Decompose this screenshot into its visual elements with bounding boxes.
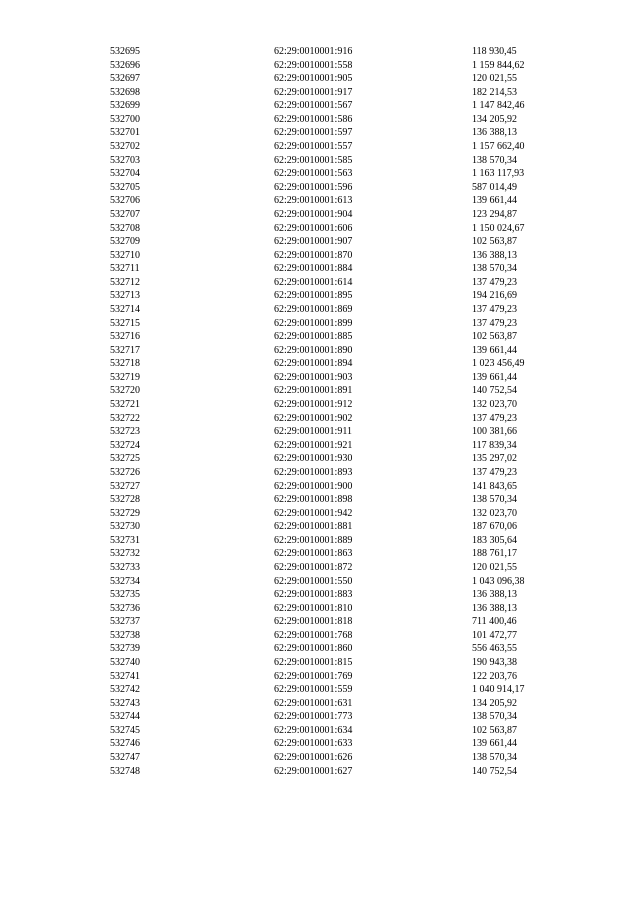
value-cell: 137 479,23 bbox=[472, 276, 517, 288]
cadastral-number-cell: 62:29:0010001:869 bbox=[274, 303, 353, 315]
cadastral-number-cell: 62:29:0010001:586 bbox=[274, 113, 353, 125]
record-number-cell: 532734 bbox=[110, 575, 140, 587]
cadastral-number-cell: 62:29:0010001:768 bbox=[274, 629, 353, 641]
cadastral-number-cell: 62:29:0010001:900 bbox=[274, 480, 353, 492]
value-cell: 137 479,23 bbox=[472, 412, 517, 424]
cadastral-number-cell: 62:29:0010001:863 bbox=[274, 548, 353, 560]
record-number-cell: 532720 bbox=[110, 385, 140, 397]
record-number-cell: 532703 bbox=[110, 154, 140, 166]
record-number-cell: 532726 bbox=[110, 466, 140, 478]
record-number-cell: 532711 bbox=[110, 263, 140, 275]
value-cell: 118 930,45 bbox=[472, 46, 517, 57]
table-row bbox=[0, 371, 640, 385]
cadastral-number-cell: 62:29:0010001:818 bbox=[274, 616, 353, 628]
cadastral-number-cell: 62:29:0010001:942 bbox=[274, 507, 353, 519]
cadastral-number-cell: 62:29:0010001:889 bbox=[274, 534, 353, 546]
record-number-cell: 532739 bbox=[110, 643, 140, 655]
table-row bbox=[0, 167, 640, 181]
record-number-cell: 532702 bbox=[110, 141, 140, 153]
cadastral-number-cell: 62:29:0010001:898 bbox=[274, 494, 353, 506]
value-cell: 182 214,53 bbox=[472, 86, 517, 98]
table-row bbox=[0, 303, 640, 317]
value-cell: 188 761,17 bbox=[472, 548, 517, 560]
record-number-cell: 532698 bbox=[110, 86, 140, 98]
data-table bbox=[0, 45, 640, 778]
record-number-cell: 532747 bbox=[110, 752, 140, 764]
table-row bbox=[0, 670, 640, 684]
table-row bbox=[0, 222, 640, 236]
table-row bbox=[0, 99, 640, 113]
record-number-cell: 532729 bbox=[110, 507, 140, 519]
value-cell: 187 670,06 bbox=[472, 521, 517, 533]
value-cell: 101 472,77 bbox=[472, 629, 517, 641]
record-number-cell: 532743 bbox=[110, 697, 140, 709]
table-row bbox=[0, 642, 640, 656]
value-cell: 100 381,66 bbox=[472, 426, 517, 438]
cadastral-number-cell: 62:29:0010001:596 bbox=[274, 181, 353, 193]
cadastral-number-cell: 62:29:0010001:558 bbox=[274, 59, 353, 71]
table-row bbox=[0, 412, 640, 426]
cadastral-number-cell: 62:29:0010001:902 bbox=[274, 412, 353, 424]
cadastral-number-cell: 62:29:0010001:870 bbox=[274, 249, 353, 261]
record-number-cell: 532709 bbox=[110, 236, 140, 248]
value-cell: 556 463,55 bbox=[472, 643, 517, 655]
table-row bbox=[0, 507, 640, 521]
value-cell: 137 479,23 bbox=[472, 466, 517, 478]
record-number-cell: 532725 bbox=[110, 453, 140, 465]
value-cell: 136 388,13 bbox=[472, 127, 517, 139]
table-row bbox=[0, 452, 640, 466]
record-number-cell: 532717 bbox=[110, 344, 140, 356]
table-row bbox=[0, 425, 640, 439]
cadastral-number-cell: 62:29:0010001:626 bbox=[274, 752, 353, 764]
value-cell: 190 943,38 bbox=[472, 657, 517, 669]
cadastral-number-cell: 62:29:0010001:917 bbox=[274, 86, 353, 98]
cadastral-number-cell: 62:29:0010001:916 bbox=[274, 46, 353, 57]
value-cell: 122 203,76 bbox=[472, 670, 517, 682]
value-cell: 1 040 914,17 bbox=[472, 684, 525, 696]
value-cell: 134 205,92 bbox=[472, 113, 517, 125]
value-cell: 102 563,87 bbox=[472, 236, 517, 248]
cadastral-number-cell: 62:29:0010001:815 bbox=[274, 657, 353, 669]
table-row bbox=[0, 113, 640, 127]
table-row bbox=[0, 289, 640, 303]
table-row bbox=[0, 534, 640, 548]
value-cell: 139 661,44 bbox=[472, 195, 517, 207]
record-number-cell: 532741 bbox=[110, 670, 140, 682]
value-cell: 132 023,70 bbox=[472, 507, 517, 519]
record-number-cell: 532714 bbox=[110, 303, 140, 315]
value-cell: 139 661,44 bbox=[472, 738, 517, 750]
table-row bbox=[0, 710, 640, 724]
cadastral-number-cell: 62:29:0010001:883 bbox=[274, 589, 353, 601]
record-number-cell: 532712 bbox=[110, 276, 140, 288]
cadastral-number-cell: 62:29:0010001:559 bbox=[274, 684, 353, 696]
record-number-cell: 532719 bbox=[110, 371, 140, 383]
table-row bbox=[0, 262, 640, 276]
cadastral-number-cell: 62:29:0010001:907 bbox=[274, 236, 353, 248]
table-row bbox=[0, 656, 640, 670]
table-row bbox=[0, 317, 640, 331]
table-row bbox=[0, 357, 640, 371]
record-number-cell: 532695 bbox=[110, 46, 140, 57]
cadastral-number-cell: 62:29:0010001:930 bbox=[274, 453, 353, 465]
table-row bbox=[0, 45, 640, 59]
record-number-cell: 532718 bbox=[110, 358, 140, 370]
cadastral-number-cell: 62:29:0010001:634 bbox=[274, 724, 353, 736]
table-row bbox=[0, 72, 640, 86]
table-row bbox=[0, 330, 640, 344]
value-cell: 136 388,13 bbox=[472, 249, 517, 261]
table-row bbox=[0, 751, 640, 765]
table-row bbox=[0, 398, 640, 412]
cadastral-number-cell: 62:29:0010001:911 bbox=[274, 426, 352, 438]
value-cell: 139 661,44 bbox=[472, 344, 517, 356]
value-cell: 1 023 456,49 bbox=[472, 358, 525, 370]
table-row bbox=[0, 697, 640, 711]
value-cell: 138 570,34 bbox=[472, 494, 517, 506]
table-row bbox=[0, 588, 640, 602]
record-number-cell: 532748 bbox=[110, 765, 140, 777]
cadastral-number-cell: 62:29:0010001:769 bbox=[274, 670, 353, 682]
value-cell: 120 021,55 bbox=[472, 73, 517, 85]
cadastral-number-cell: 62:29:0010001:905 bbox=[274, 73, 353, 85]
value-cell: 1 159 844,62 bbox=[472, 59, 525, 71]
cadastral-number-cell: 62:29:0010001:606 bbox=[274, 222, 353, 234]
cadastral-number-cell: 62:29:0010001:773 bbox=[274, 711, 353, 723]
cadastral-number-cell: 62:29:0010001:597 bbox=[274, 127, 353, 139]
cadastral-number-cell: 62:29:0010001:895 bbox=[274, 290, 353, 302]
value-cell: 1 147 842,46 bbox=[472, 100, 525, 112]
value-cell: 136 388,13 bbox=[472, 589, 517, 601]
cadastral-number-cell: 62:29:0010001:585 bbox=[274, 154, 353, 166]
cadastral-number-cell: 62:29:0010001:903 bbox=[274, 371, 353, 383]
cadastral-number-cell: 62:29:0010001:912 bbox=[274, 399, 353, 411]
cadastral-number-cell: 62:29:0010001:894 bbox=[274, 358, 353, 370]
record-number-cell: 532713 bbox=[110, 290, 140, 302]
value-cell: 1 150 024,67 bbox=[472, 222, 525, 234]
value-cell: 136 388,13 bbox=[472, 602, 517, 614]
record-number-cell: 532740 bbox=[110, 657, 140, 669]
cadastral-number-cell: 62:29:0010001:810 bbox=[274, 602, 353, 614]
record-number-cell: 532735 bbox=[110, 589, 140, 601]
value-cell: 711 400,46 bbox=[472, 616, 517, 628]
cadastral-number-cell: 62:29:0010001:881 bbox=[274, 521, 353, 533]
table-row bbox=[0, 344, 640, 358]
table-row bbox=[0, 86, 640, 100]
table-row bbox=[0, 480, 640, 494]
table-row bbox=[0, 520, 640, 534]
table-row bbox=[0, 276, 640, 290]
cadastral-number-cell: 62:29:0010001:614 bbox=[274, 276, 353, 288]
record-number-cell: 532715 bbox=[110, 317, 140, 329]
value-cell: 120 021,55 bbox=[472, 561, 517, 573]
record-number-cell: 532738 bbox=[110, 629, 140, 641]
value-cell: 1 163 117,93 bbox=[472, 168, 525, 180]
table-row bbox=[0, 561, 640, 575]
value-cell: 117 839,34 bbox=[472, 439, 517, 451]
table-row bbox=[0, 629, 640, 643]
value-cell: 138 570,34 bbox=[472, 263, 517, 275]
record-number-cell: 532732 bbox=[110, 548, 140, 560]
record-number-cell: 532699 bbox=[110, 100, 140, 112]
table-row bbox=[0, 384, 640, 398]
table-row bbox=[0, 737, 640, 751]
value-cell: 135 297,02 bbox=[472, 453, 517, 465]
table-row bbox=[0, 194, 640, 208]
table-row bbox=[0, 249, 640, 263]
record-number-cell: 532705 bbox=[110, 181, 140, 193]
record-number-cell: 532704 bbox=[110, 168, 140, 180]
record-number-cell: 532724 bbox=[110, 439, 140, 451]
value-cell: 102 563,87 bbox=[472, 724, 517, 736]
value-cell: 140 752,54 bbox=[472, 385, 517, 397]
record-number-cell: 532731 bbox=[110, 534, 140, 546]
cadastral-number-cell: 62:29:0010001:613 bbox=[274, 195, 353, 207]
table-row bbox=[0, 615, 640, 629]
value-cell: 138 570,34 bbox=[472, 752, 517, 764]
record-number-cell: 532710 bbox=[110, 249, 140, 261]
cadastral-number-cell: 62:29:0010001:627 bbox=[274, 765, 353, 777]
value-cell: 137 479,23 bbox=[472, 303, 517, 315]
cadastral-number-cell: 62:29:0010001:872 bbox=[274, 561, 353, 573]
record-number-cell: 532742 bbox=[110, 684, 140, 696]
table-row bbox=[0, 493, 640, 507]
record-number-cell: 532707 bbox=[110, 208, 140, 220]
table-row bbox=[0, 765, 640, 779]
value-cell: 132 023,70 bbox=[472, 399, 517, 411]
cadastral-number-cell: 62:29:0010001:891 bbox=[274, 385, 353, 397]
cadastral-number-cell: 62:29:0010001:633 bbox=[274, 738, 353, 750]
table-row bbox=[0, 466, 640, 480]
value-cell: 123 294,87 bbox=[472, 208, 517, 220]
cadastral-number-cell: 62:29:0010001:557 bbox=[274, 141, 353, 153]
record-number-cell: 532697 bbox=[110, 73, 140, 85]
table-row bbox=[0, 59, 640, 73]
value-cell: 140 752,54 bbox=[472, 765, 517, 777]
record-number-cell: 532728 bbox=[110, 494, 140, 506]
table-row bbox=[0, 683, 640, 697]
value-cell: 138 570,34 bbox=[472, 154, 517, 166]
cadastral-number-cell: 62:29:0010001:885 bbox=[274, 331, 353, 343]
value-cell: 138 570,34 bbox=[472, 711, 517, 723]
table-row bbox=[0, 181, 640, 195]
value-cell: 102 563,87 bbox=[472, 331, 517, 343]
cadastral-number-cell: 62:29:0010001:631 bbox=[274, 697, 353, 709]
record-number-cell: 532723 bbox=[110, 426, 140, 438]
cadastral-number-cell: 62:29:0010001:904 bbox=[274, 208, 353, 220]
value-cell: 1 043 096,38 bbox=[472, 575, 525, 587]
cadastral-number-cell: 62:29:0010001:563 bbox=[274, 168, 353, 180]
record-number-cell: 532744 bbox=[110, 711, 140, 723]
record-number-cell: 532721 bbox=[110, 399, 140, 411]
record-number-cell: 532701 bbox=[110, 127, 140, 139]
value-cell: 134 205,92 bbox=[472, 697, 517, 709]
table-row bbox=[0, 602, 640, 616]
table-row bbox=[0, 126, 640, 140]
value-cell: 183 305,64 bbox=[472, 534, 517, 546]
record-number-cell: 532708 bbox=[110, 222, 140, 234]
value-cell: 1 157 662,40 bbox=[472, 141, 525, 153]
cadastral-number-cell: 62:29:0010001:884 bbox=[274, 263, 353, 275]
table-row bbox=[0, 439, 640, 453]
record-number-cell: 532727 bbox=[110, 480, 140, 492]
value-cell: 141 843,65 bbox=[472, 480, 517, 492]
table-row bbox=[0, 547, 640, 561]
record-number-cell: 532746 bbox=[110, 738, 140, 750]
record-number-cell: 532745 bbox=[110, 724, 140, 736]
cadastral-number-cell: 62:29:0010001:567 bbox=[274, 100, 353, 112]
record-number-cell: 532696 bbox=[110, 59, 140, 71]
table-row bbox=[0, 575, 640, 589]
value-cell: 587 014,49 bbox=[472, 181, 517, 193]
table-row bbox=[0, 235, 640, 249]
table-row bbox=[0, 208, 640, 222]
record-number-cell: 532733 bbox=[110, 561, 140, 573]
value-cell: 139 661,44 bbox=[472, 371, 517, 383]
record-number-cell: 532737 bbox=[110, 616, 140, 628]
record-number-cell: 532722 bbox=[110, 412, 140, 424]
table-row bbox=[0, 140, 640, 154]
cadastral-number-cell: 62:29:0010001:860 bbox=[274, 643, 353, 655]
record-number-cell: 532716 bbox=[110, 331, 140, 343]
table-row bbox=[0, 724, 640, 738]
table-row bbox=[0, 154, 640, 168]
cadastral-number-cell: 62:29:0010001:921 bbox=[274, 439, 353, 451]
cadastral-number-cell: 62:29:0010001:550 bbox=[274, 575, 353, 587]
cadastral-number-cell: 62:29:0010001:893 bbox=[274, 466, 353, 478]
record-number-cell: 532706 bbox=[110, 195, 140, 207]
cadastral-number-cell: 62:29:0010001:890 bbox=[274, 344, 353, 356]
value-cell: 137 479,23 bbox=[472, 317, 517, 329]
value-cell: 194 216,69 bbox=[472, 290, 517, 302]
record-number-cell: 532700 bbox=[110, 113, 140, 125]
record-number-cell: 532736 bbox=[110, 602, 140, 614]
record-number-cell: 532730 bbox=[110, 521, 140, 533]
cadastral-number-cell: 62:29:0010001:899 bbox=[274, 317, 353, 329]
